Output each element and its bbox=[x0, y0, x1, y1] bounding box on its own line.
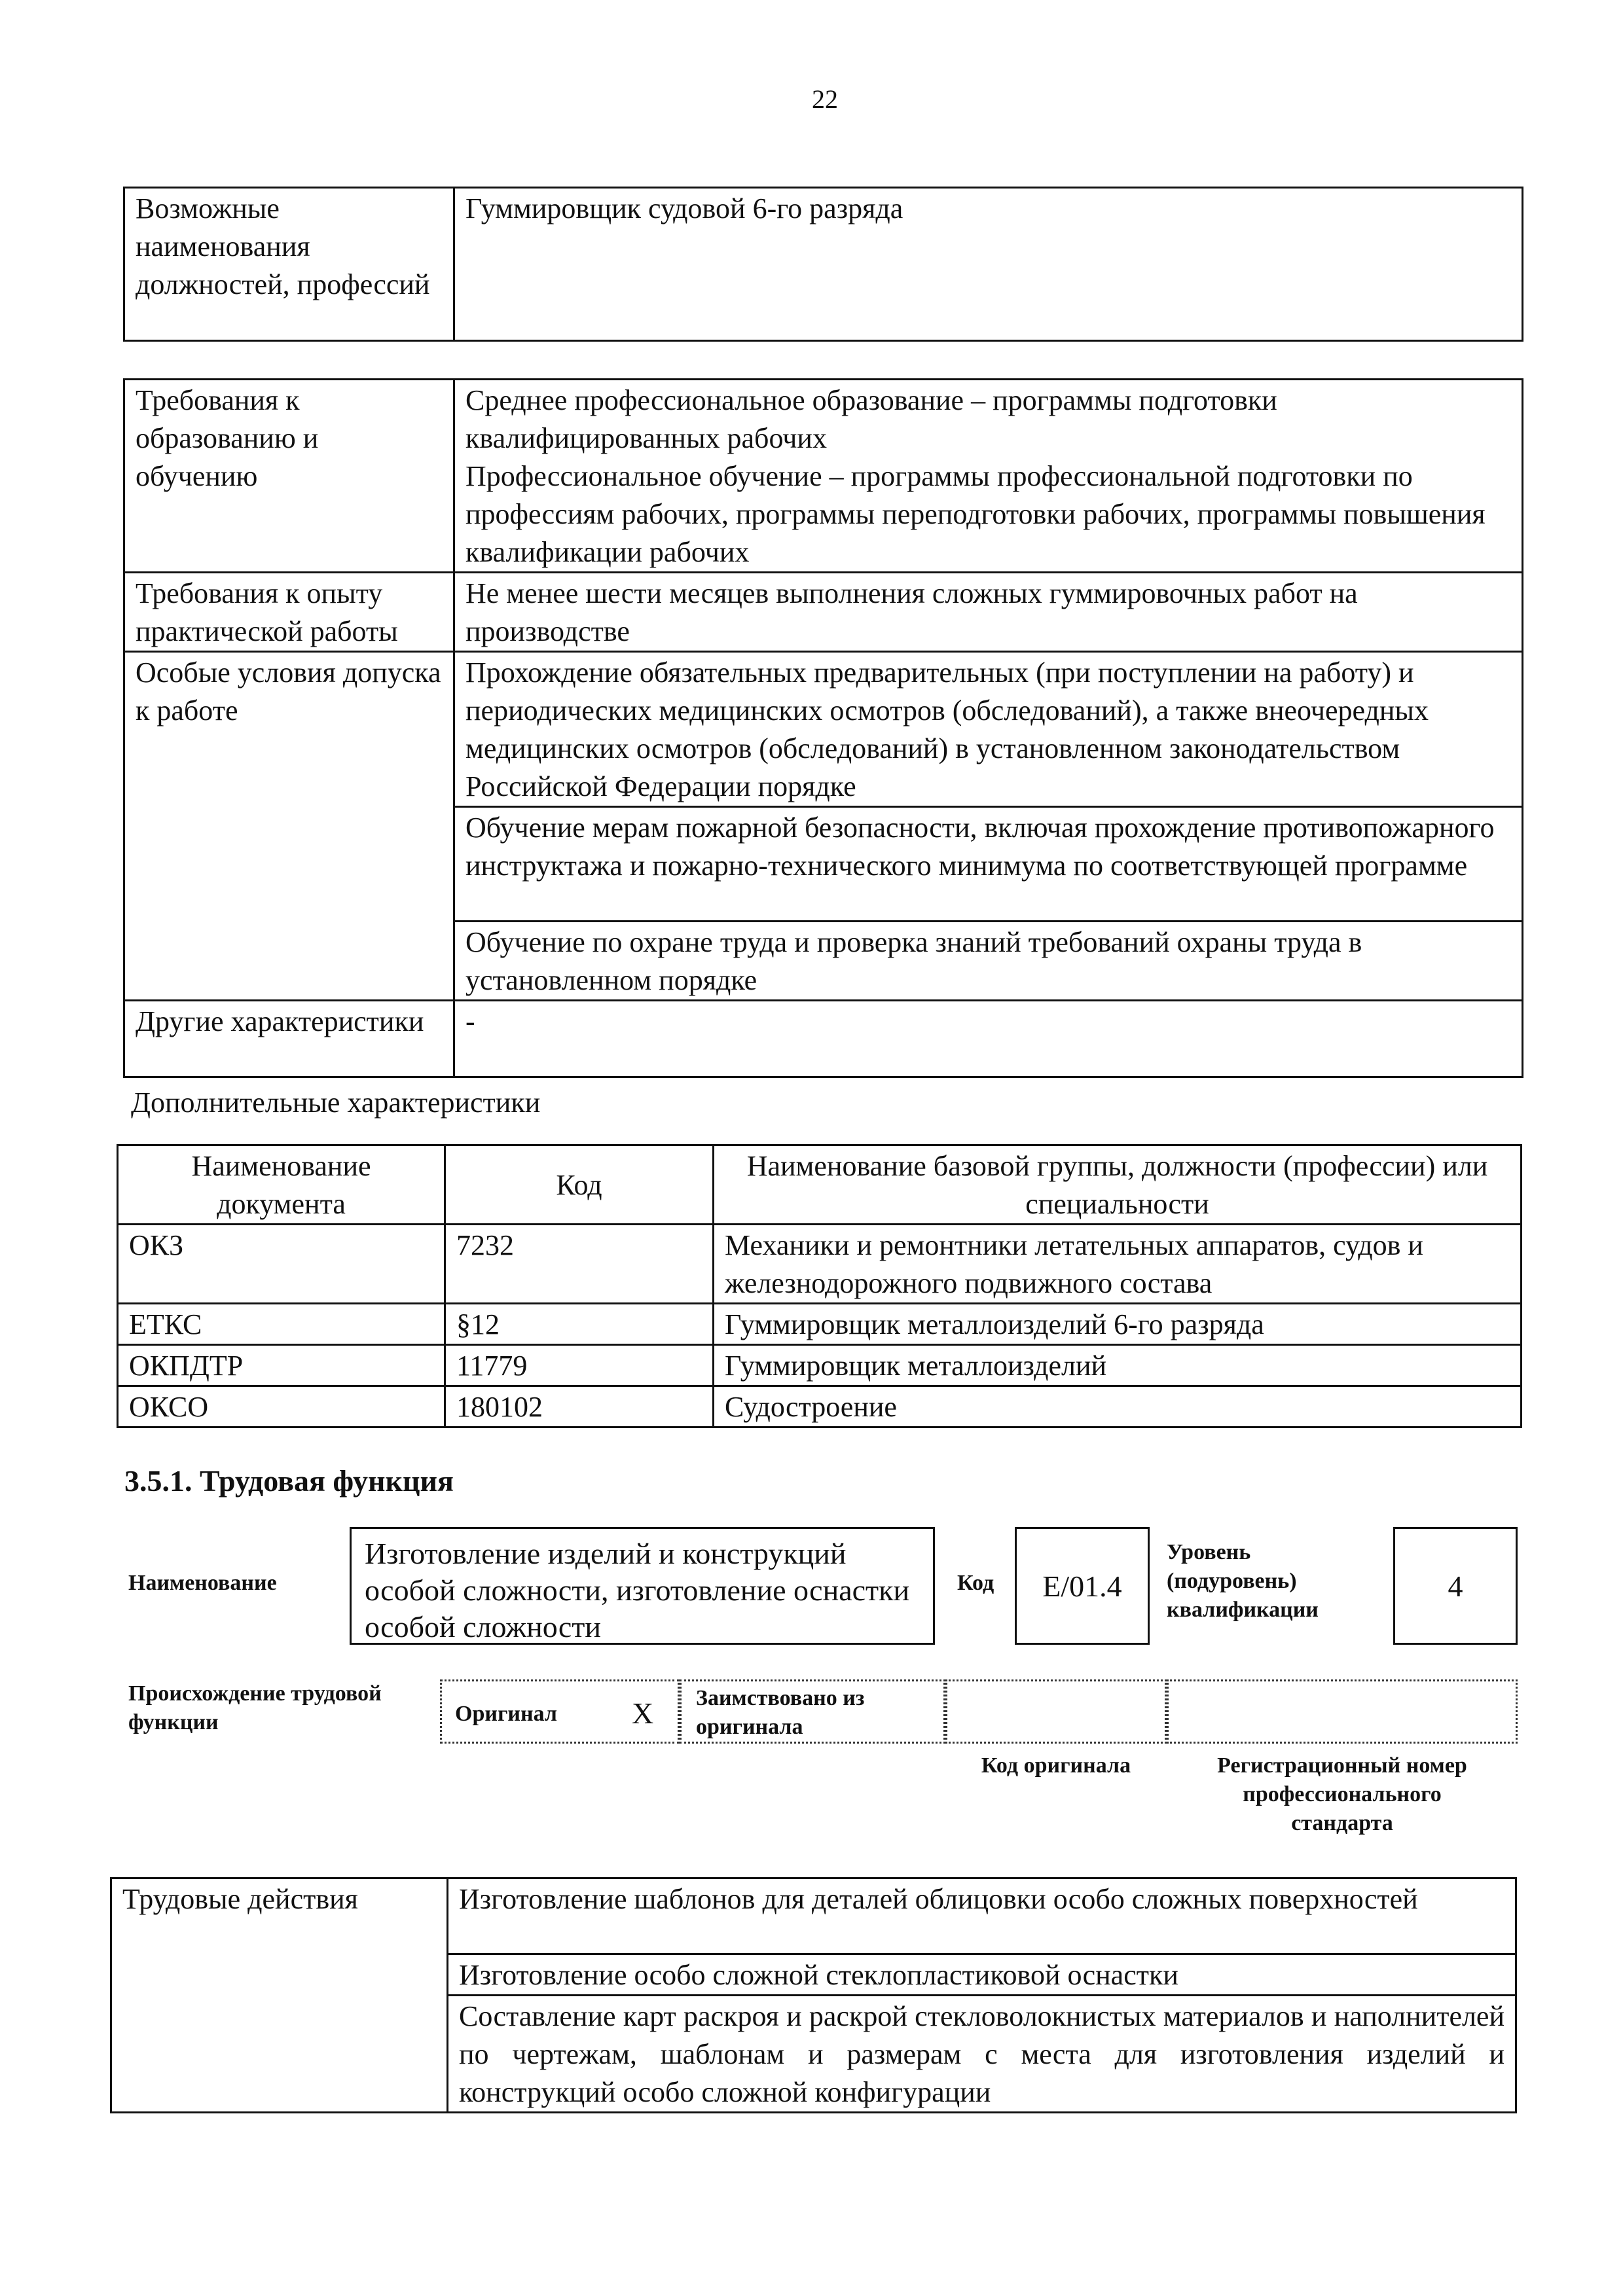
level-value: 4 bbox=[1448, 1569, 1463, 1603]
header-group: Наименование базовой группы, должности (профессии) или специальности bbox=[714, 1145, 1522, 1225]
origin-original-box bbox=[440, 1679, 680, 1744]
original-label: Оригинал bbox=[455, 1702, 557, 1726]
education-value bbox=[454, 380, 1523, 573]
header-code: Код bbox=[445, 1145, 714, 1225]
borrowed-label: Заимствовано из оригинала bbox=[696, 1686, 865, 1739]
education-line-2: Профессиональное обучение – программы профессиональной подготовки по профессиям рабочих, программы переподготовки рабочих, программы повышения квалификации рабочих bbox=[465, 460, 1486, 568]
education-label: Требования к образованию и обучению bbox=[124, 380, 454, 573]
level-label: Уровень (подуровень) квалификации bbox=[1167, 1540, 1319, 1622]
labor-action-2: Изготовление особо сложной стеклопластиковой оснастки bbox=[448, 1954, 1516, 1996]
experience-label: Требования к опыту практической работы bbox=[124, 573, 454, 652]
table-row bbox=[118, 1225, 1522, 1304]
origin-borrowed-box bbox=[680, 1679, 945, 1744]
conditions-label: Особые условия допуска к работе bbox=[124, 652, 454, 1001]
code-label: Код bbox=[957, 1571, 994, 1595]
row-name: Гуммировщик металлоизделий bbox=[714, 1345, 1522, 1386]
experience-value: Не менее шести месяцев выполнения сложных гуммировочных работ на производстве bbox=[454, 573, 1523, 652]
positions-value: Гуммировщик судовой 6-го разряда bbox=[454, 188, 1523, 341]
conditions-item-3: Обучение по охране труда и проверка знаний требований охраны труда в установленном порядке bbox=[454, 922, 1523, 1001]
page-number: 22 bbox=[812, 84, 838, 114]
original-code-box bbox=[945, 1679, 1167, 1744]
additional-title: Дополнительные характеристики bbox=[131, 1086, 541, 1119]
origin-label: Происхождение трудовой функции bbox=[128, 1681, 382, 1734]
row-name: Механики и ремонтники летательных аппаратов, судов и железнодорожного подвижного состава bbox=[714, 1225, 1522, 1304]
positions-table bbox=[123, 187, 1523, 342]
conditions-item-2: Обучение мерам пожарной безопасности, включая прохождение противопожарного инструктажа и пожарно-технического минимума по соответствующей программе bbox=[454, 807, 1523, 922]
labor-action-3: Составление карт раскроя и раскрой стекловолокнистых материалов и наполнителей по чертежам, шаблонам и размерам с места для изготовления изделий и конструкций особо сложной конфигурации bbox=[448, 1996, 1516, 2113]
row-doc: ОКПДТР bbox=[118, 1345, 445, 1386]
reg-number-box bbox=[1167, 1679, 1518, 1744]
row-doc: ОКЗ bbox=[118, 1225, 445, 1304]
conditions-item-1: Прохождение обязательных предварительных (при поступлении на работу) и периодических медицинских осмотров (обследований), а также внеочередных медицинских осмотров (обследований) в установленном законодательством Российской Федерации порядке bbox=[454, 652, 1523, 807]
labor-actions-table bbox=[110, 1877, 1517, 2113]
reg-number-caption: Регистрационный номер профессионального стандарта bbox=[1217, 1753, 1467, 1835]
labor-action-1: Изготовление шаблонов для деталей облицовки особо сложных поверхностей bbox=[448, 1878, 1516, 1954]
row-code: 7232 bbox=[445, 1225, 714, 1304]
table-row bbox=[118, 1345, 1522, 1386]
header-document: Наименование документа bbox=[118, 1145, 445, 1225]
other-label: Другие характеристики bbox=[124, 1001, 454, 1077]
positions-label: Возможные наименования должностей, профессий bbox=[124, 188, 454, 341]
other-value: - bbox=[454, 1001, 1523, 1077]
additional-table bbox=[117, 1144, 1522, 1428]
code-box bbox=[1015, 1527, 1150, 1645]
table-row bbox=[118, 1386, 1522, 1427]
function-name-value: Изготовление изделий и конструкций особой сложности, изготовление оснастки особой сложности bbox=[365, 1537, 910, 1643]
original-code-caption: Код оригинала bbox=[981, 1753, 1131, 1778]
row-code: 180102 bbox=[445, 1386, 714, 1427]
row-code: 11779 bbox=[445, 1345, 714, 1386]
labor-actions-label: Трудовые действия bbox=[111, 1878, 448, 2113]
education-line-1: Среднее профессиональное образование – программы подготовки квалифицированных рабочих bbox=[465, 384, 1277, 454]
row-doc: ЕТКС bbox=[118, 1304, 445, 1345]
requirements-table bbox=[123, 378, 1523, 1078]
level-box bbox=[1393, 1527, 1518, 1645]
row-name: Судостроение bbox=[714, 1386, 1522, 1427]
code-value: E/01.4 bbox=[1042, 1569, 1122, 1603]
function-name-box bbox=[350, 1527, 935, 1645]
labor-function-heading: 3.5.1. Трудовая функция bbox=[124, 1464, 454, 1498]
row-doc: ОКСО bbox=[118, 1386, 445, 1427]
original-mark: X bbox=[632, 1696, 654, 1730]
table-row bbox=[118, 1304, 1522, 1345]
row-name: Гуммировщик металлоизделий 6-го разряда bbox=[714, 1304, 1522, 1345]
row-code: §12 bbox=[445, 1304, 714, 1345]
name-label: Наименование bbox=[128, 1571, 277, 1595]
